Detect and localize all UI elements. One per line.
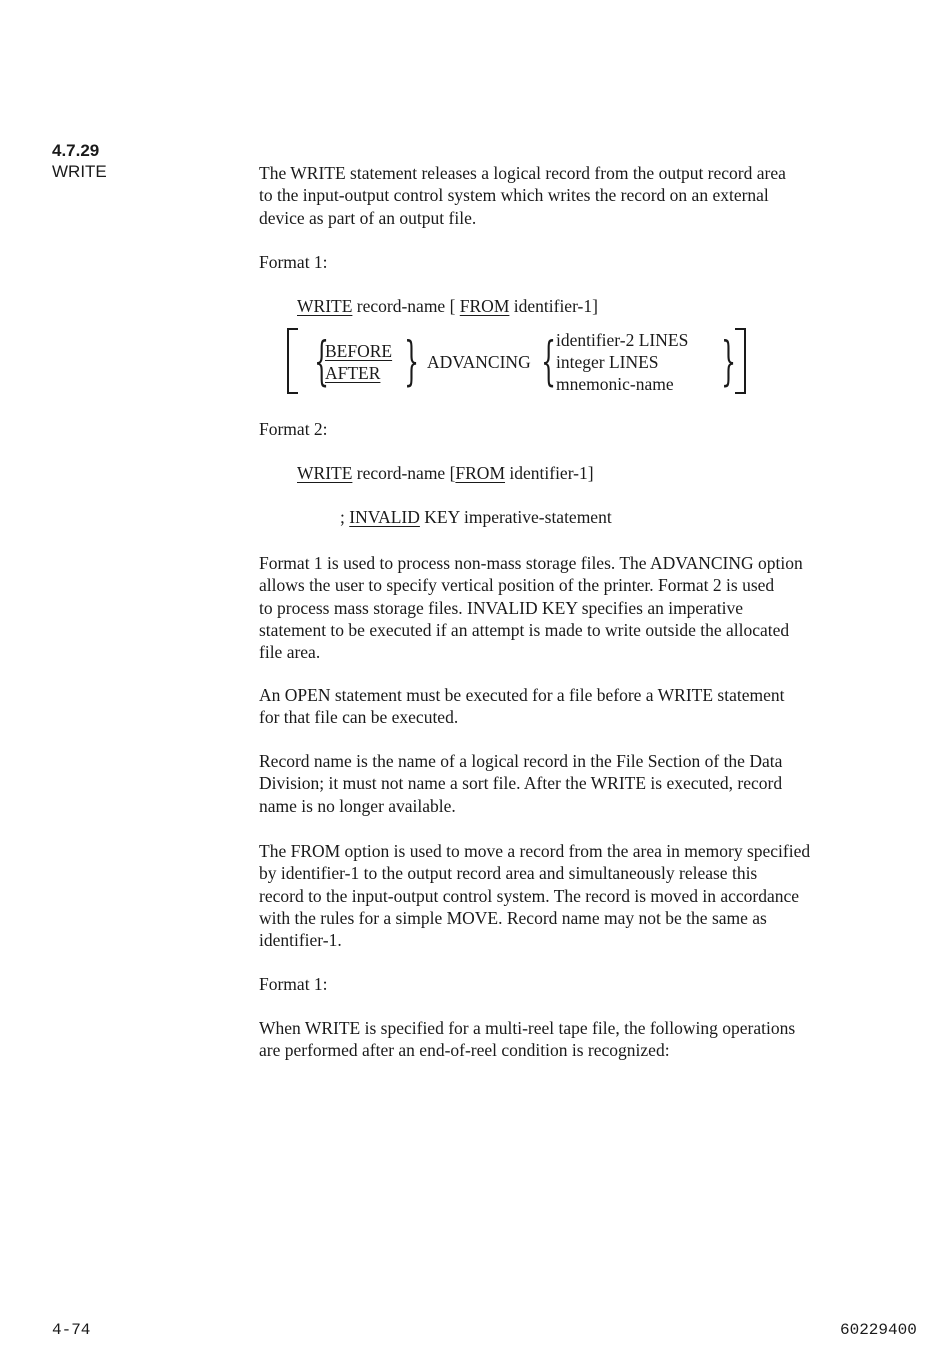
text-line: statement to be executed if an attempt is made to write outside the allocated xyxy=(259,619,790,640)
syntax-text: record-name [ xyxy=(352,463,456,483)
open-paragraph xyxy=(259,684,949,729)
text-line: name is no longer available. xyxy=(259,795,456,816)
format1-write-line xyxy=(297,295,598,317)
text-line: The FROM option is used to move a record from the area in memory specified xyxy=(259,841,811,861)
syntax-text: KEY imperative-statement xyxy=(419,507,612,527)
option-mnemonic-name: mnemonic-name xyxy=(556,374,674,394)
keyword-before-text: BEFORE xyxy=(325,341,393,361)
keyword-from: FROM xyxy=(455,463,506,483)
brace-left: { xyxy=(541,332,556,392)
keyword-write: WRITE xyxy=(297,463,353,483)
option-identifier-lines: identifier-2 LINES xyxy=(556,330,689,350)
syntax-text: identifier-1] xyxy=(505,463,594,483)
text-line: When WRITE is specified for a multi-reel tape file, the following operations xyxy=(259,1018,796,1038)
record-name-paragraph xyxy=(259,750,949,817)
document-number: 60229400 xyxy=(840,1321,917,1339)
multi-reel-paragraph xyxy=(259,1017,949,1062)
text-line: allows the user to specify vertical position of the printer. Format 2 is used xyxy=(259,575,775,596)
from-option-paragraph xyxy=(259,840,949,951)
keyword-write: WRITE xyxy=(297,296,353,316)
syntax-text: record-name [ xyxy=(352,296,460,316)
intro-paragraph xyxy=(259,162,949,229)
page-number: 4-74 xyxy=(52,1321,91,1339)
text-line: with the rules for a simple MOVE. Record name may not be the same as xyxy=(259,907,767,928)
formats-paragraph xyxy=(259,552,949,663)
keyword-from: FROM xyxy=(459,296,510,316)
text-line: record to the input-output control system. The record is moved in accordance xyxy=(259,885,800,906)
keyword-advancing: ADVANCING xyxy=(427,352,531,372)
brace-right: } xyxy=(721,332,736,392)
format1-label: Format 1: xyxy=(259,252,328,272)
text-line: to process mass storage files. INVALID KEY specifies an imperative xyxy=(259,597,744,618)
section-number: 4.7.29 xyxy=(52,141,100,160)
format1-subheading: Format 1: xyxy=(259,974,328,994)
format2-invalid-key-line xyxy=(340,506,612,528)
keyword-invalid: INVALID xyxy=(349,507,420,527)
syntax-text: ; xyxy=(340,507,350,527)
section-title: WRITE xyxy=(52,162,107,181)
format2-write-line xyxy=(297,462,594,484)
brace-left: { xyxy=(314,332,329,392)
text-line: are performed after an end-of-reel condition is recognized: xyxy=(259,1040,670,1061)
text-line: identifier-1. xyxy=(259,930,342,951)
keyword-after-text: AFTER xyxy=(325,363,381,383)
text-line: Division; it must not name a sort file. After the WRITE is executed, record xyxy=(259,773,783,794)
text-line: to the input-output control system which writes the record on an external xyxy=(259,185,769,206)
optional-bracket-left xyxy=(287,328,298,394)
text-line: for that file can be executed. xyxy=(259,707,459,728)
text-line: by identifier-1 to the output record area and simultaneously release this xyxy=(259,863,758,884)
text-line: Format 1 is used to process non-mass storage files. The ADVANCING option xyxy=(259,553,803,573)
text-line: The WRITE statement releases a logical record from the output record area xyxy=(259,163,786,183)
text-line: An OPEN statement must be executed for a file before a WRITE statement xyxy=(259,685,785,705)
brace-right: } xyxy=(404,332,419,392)
keyword-before xyxy=(325,340,392,362)
format2-label: Format 2: xyxy=(259,419,328,439)
optional-bracket-right xyxy=(735,328,746,394)
syntax-text: identifier-1] xyxy=(509,296,598,316)
text-line: device as part of an output file. xyxy=(259,207,477,228)
keyword-after xyxy=(325,362,380,384)
text-line: file area. xyxy=(259,642,321,663)
text-line: Record name is the name of a logical record in the File Section of the Data xyxy=(259,751,783,771)
option-integer-lines: integer LINES xyxy=(556,352,659,372)
